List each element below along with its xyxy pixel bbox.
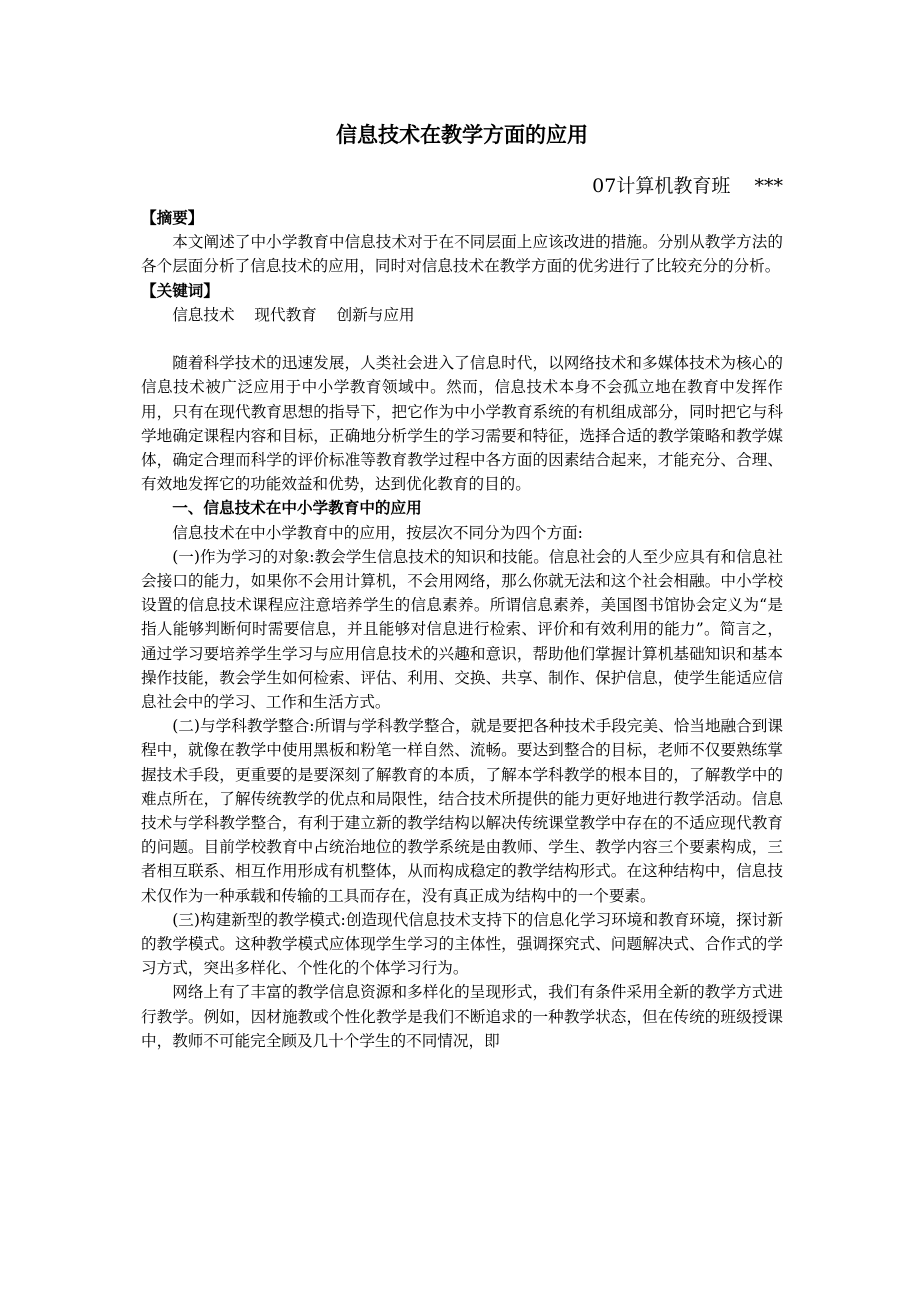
intro-paragraph: 随着科学技术的迅速发展，人类社会进入了信息时代，以网络技术和多媒体技术为核心的信息技术被广泛应用于中小学教育领域中。然而，信息技术本身不会孤立地在教育中发挥作用，只有在现代教育思想的指导下，把它作为中小学教育系统的有机组成部分，同时把它与科学地确定课程内容和目标，正确地分析学生的学习需要和特征，选择合适的教学策略和教学媒体，确定合理而科学的评价标准等教育教学过程中各方面的因素结合起来，才能充分、合理、有效地发挥它的功能效益和优势，达到优化教育的目的。 xyxy=(141,354,783,494)
keywords-label: 【关键词】 xyxy=(141,281,219,300)
abstract-label: 【摘要】 xyxy=(141,209,204,227)
item-one-paragraph: (一)作为学习的对象:教会学生信息技术的知识和技能。信息社会的人至少应具有和信息社会接口的能力，如果你不会用计算机，不会用网络，那么你就无法和这个社会相融。中小学校设置的信息技术课程应注意培养学生的信息素养。所谓信息素养，美国图书馆协会定义为“是指人能够判断何时需要信息，并且能够对信息进行检索、评价和有效利用的能力”。简言之，通过学习要培养学生学习与应用信息技术的兴趣和意识，帮助他们掌握计算机基础知识和基本操作技能，教会学生如何检索、评估、利用、交换、共享、制作、保护信息，使学生能适应信息社会中的学习、工作和生活方式。 xyxy=(141,547,783,712)
blank-line xyxy=(141,327,783,351)
keywords-text: 信息技术 现代教育 创新与应用 xyxy=(172,305,415,324)
section-heading: 一、信息技术在中小学教育中的应用 xyxy=(172,499,422,518)
item-two-paragraph: (二)与学科教学整合:所谓与学科教学整合，就是要把各种技术手段完美、恰当地融合到课程中，就像在教学中使用黑板和粉笔一样自然、流畅。要达到整合的目标，老师不仅要熟练掌握技术手段，更重要的是要深刻了解教育的本质，了解本学科教学的根本目的，了解教学中的难点所在，了解传统教学的优点和局限性，结合技术所提供的能力更好地进行教学活动。信息技术与学科教学整合，有利于建立新的教学结构以解决传统课堂教学中存在的不适应现代教育的问题。目前学校教育中占统治地位的教学系统是由教师、学生、教学内容三个要素构成，三者相互联系、相互作用形成有机整体，从而构成稳定的教学结构形式。在这种结构中，信息技术仅作为一种承载和传输的工具而存在，没有真正成为结构中的一个要素。 xyxy=(141,717,783,905)
section-intro-paragraph: 信息技术在中小学教育中的应用，按层次不同分为四个方面: xyxy=(172,523,583,542)
abstract-text: 本文阐述了中小学教育中信息技术对于在不同层面上应该改进的措施。分别从教学方法的各个层面分析了信息技术的应用，同时对信息技术在教学方面的优劣进行了比较充分的分析。 xyxy=(141,233,783,276)
item-three-paragraph: (三)构建新型的教学模式:创造现代信息技术支持下的信息化学习环境和教育环境，探讨新的教学模式。这种教学模式应体现学生学习的主体性，强调探究式、问题解决式、合作式的学习方式，突出多样化、个性化的个体学习行为。 xyxy=(141,910,783,978)
document-title: 信息技术在教学方面的应用 xyxy=(336,123,588,147)
author-byline: 07计算机教育班 *** xyxy=(592,175,783,197)
network-paragraph: 网络上有了丰富的教学信息资源和多样化的呈现形式，我们有条件采用全新的教学方式进行教学。例如，因材施教或个性化教学是我们不断追求的一种教学状态，但在传统的班级授课中，教师不可能完全顾及几十个学生的不同情况，即 xyxy=(141,983,783,1050)
document-body xyxy=(141,206,783,1053)
